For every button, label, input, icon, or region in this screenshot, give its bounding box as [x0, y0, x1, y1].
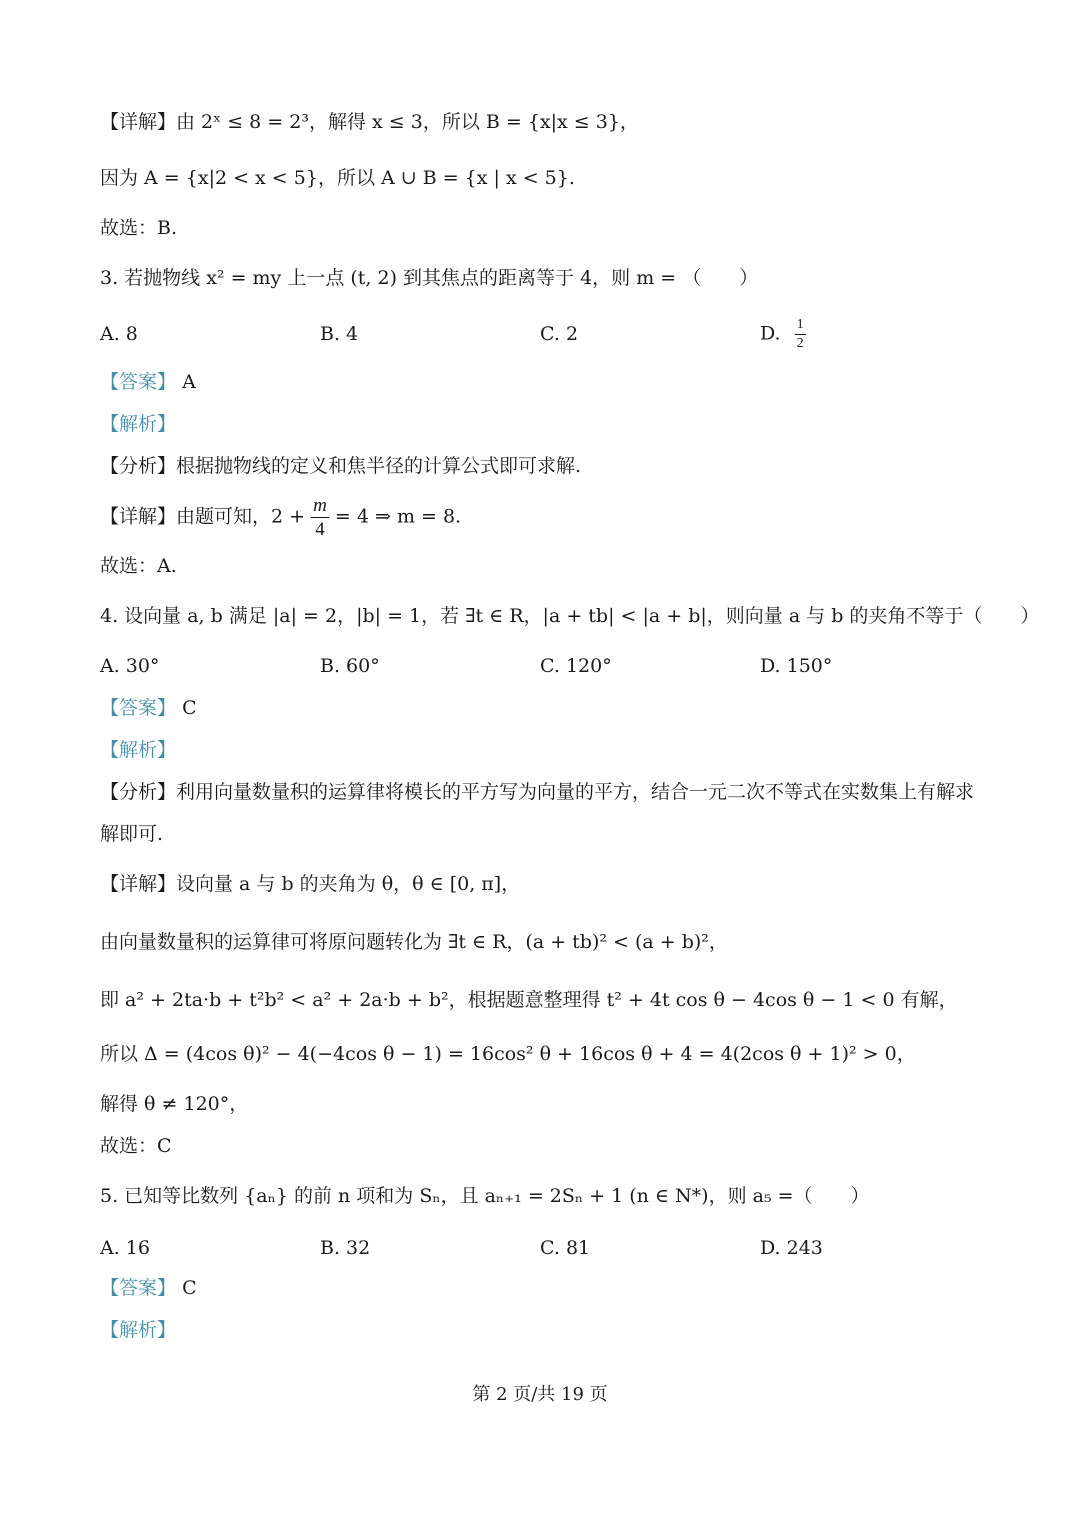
option-a: A. 16 — [100, 1237, 150, 1259]
option-b: B. 60° — [320, 655, 380, 677]
question-5-stem: 5. 已知等比数列 {aₙ} 的前 n 项和为 Sₙ，且 aₙ₊₁ = 2Sₙ + 1 (n ∈ N*)，则 a₅ =（ ） — [100, 1185, 870, 1207]
option-a: A. 8 — [100, 323, 138, 345]
page-footer: 第 2 页/共 19 页 — [472, 1384, 608, 1405]
q5-analysis-tag: 【解析】 — [100, 1319, 177, 1341]
q3-detail-line — [100, 496, 461, 539]
detail-fraction-denominator: 4 — [315, 519, 325, 540]
detail-fraction-numerator: m — [313, 495, 327, 516]
answer-tag: 【答案】 — [100, 697, 177, 719]
detail-text: 设向量 a 与 b 的夹角为 θ，θ ∈ [0, π]， — [176, 873, 521, 895]
option-c: C. 120° — [540, 655, 612, 677]
detail-post: = 4 ⇒ m = 8. — [334, 505, 462, 528]
fenxi-tag: 【分析】 — [100, 455, 177, 477]
q4-choose-line: 故选：C — [100, 1135, 172, 1157]
option-b: B. 32 — [320, 1237, 371, 1259]
question-3-stem: 3. 若抛物线 x² = my 上一点 (t, 2) 到其焦点的距离等于 4，则 m = （ ） — [100, 267, 759, 289]
option-d — [760, 318, 806, 351]
answer-tag: 【答案】 — [100, 371, 177, 393]
q4-step-3: 所以 Δ = (4cos θ)² − 4(−4cos θ − 1) = 16cos² θ + 16cos θ + 4 = 4(2cos θ + 1)² > 0， — [100, 1043, 916, 1065]
option-c: C. 2 — [540, 323, 579, 345]
option-d: D. 243 — [760, 1237, 823, 1259]
q4-analysis-tag: 【解析】 — [100, 739, 177, 761]
option-d: D. 150° — [760, 655, 833, 677]
q3-fenxi-line — [100, 454, 581, 478]
detail-tag: 【详解】 — [100, 505, 177, 528]
q4-step-4: 解得 θ ≠ 120°， — [100, 1093, 249, 1115]
fraction-numerator: 1 — [795, 318, 806, 335]
option-d-fraction — [795, 318, 806, 351]
option-d-label: D. — [760, 322, 781, 345]
q3-answer-line — [100, 370, 196, 394]
option-b: B. 4 — [320, 323, 359, 345]
fenxi-tag: 【分析】 — [100, 781, 177, 803]
fenxi-text: 根据抛物线的定义和焦半径的计算公式即可求解. — [176, 455, 582, 477]
q4-fenxi-line-1 — [100, 780, 974, 804]
q3-choose-line: 故选：A. — [100, 555, 177, 577]
option-c: C. 81 — [540, 1237, 591, 1259]
q5-answer-line — [100, 1276, 197, 1300]
detail-tag: 【详解】 — [100, 873, 177, 895]
choose-line-q2: 故选：B. — [100, 217, 178, 239]
detail-pre: 由题可知，2 + — [176, 505, 306, 528]
answer-value: C — [182, 697, 197, 719]
fenxi-text: 利用向量数量积的运算律将模长的平方写为向量的平方，结合一元二次不等式在实数集上有解求 — [176, 781, 975, 803]
option-a: A. 30° — [100, 655, 160, 677]
q4-detail-line — [100, 872, 520, 896]
q4-step-2: 即 a² + 2ta·b + t²b² < a² + 2a·b + b²，根据题意整理得 t² + 4t cos θ − 4cos θ − 1 < 0 有解， — [100, 989, 958, 1011]
q3-analysis-tag: 【解析】 — [100, 413, 177, 435]
answer-value: C — [182, 1277, 197, 1299]
detail-fraction — [311, 496, 329, 539]
detail-line-1: 【详解】由 2ˣ ≤ 8 = 2³，解得 x ≤ 3，所以 B = {x|x ≤ 3}， — [100, 111, 639, 133]
answer-tag: 【答案】 — [100, 1277, 177, 1299]
answer-value: A — [182, 371, 196, 393]
question-4-stem: 4. 设向量 a, b 满足 |a| = 2，|b| = 1，若 ∃t ∈ R，|a + tb| < |a + b|，则向量 a 与 b 的夹角不等于（ ） — [100, 605, 1040, 627]
q4-step-1: 由向量数量积的运算律可将原问题转化为 ∃t ∈ R，(a + tb)² < (a + b)²， — [100, 931, 728, 953]
q4-fenxi-line-2: 解即可. — [100, 823, 164, 845]
detail-line-2: 因为 A = {x|2 < x < 5}，所以 A ∪ B = {x | x < 5}. — [100, 167, 575, 189]
q4-answer-line — [100, 696, 197, 720]
fraction-denominator: 2 — [796, 336, 804, 351]
